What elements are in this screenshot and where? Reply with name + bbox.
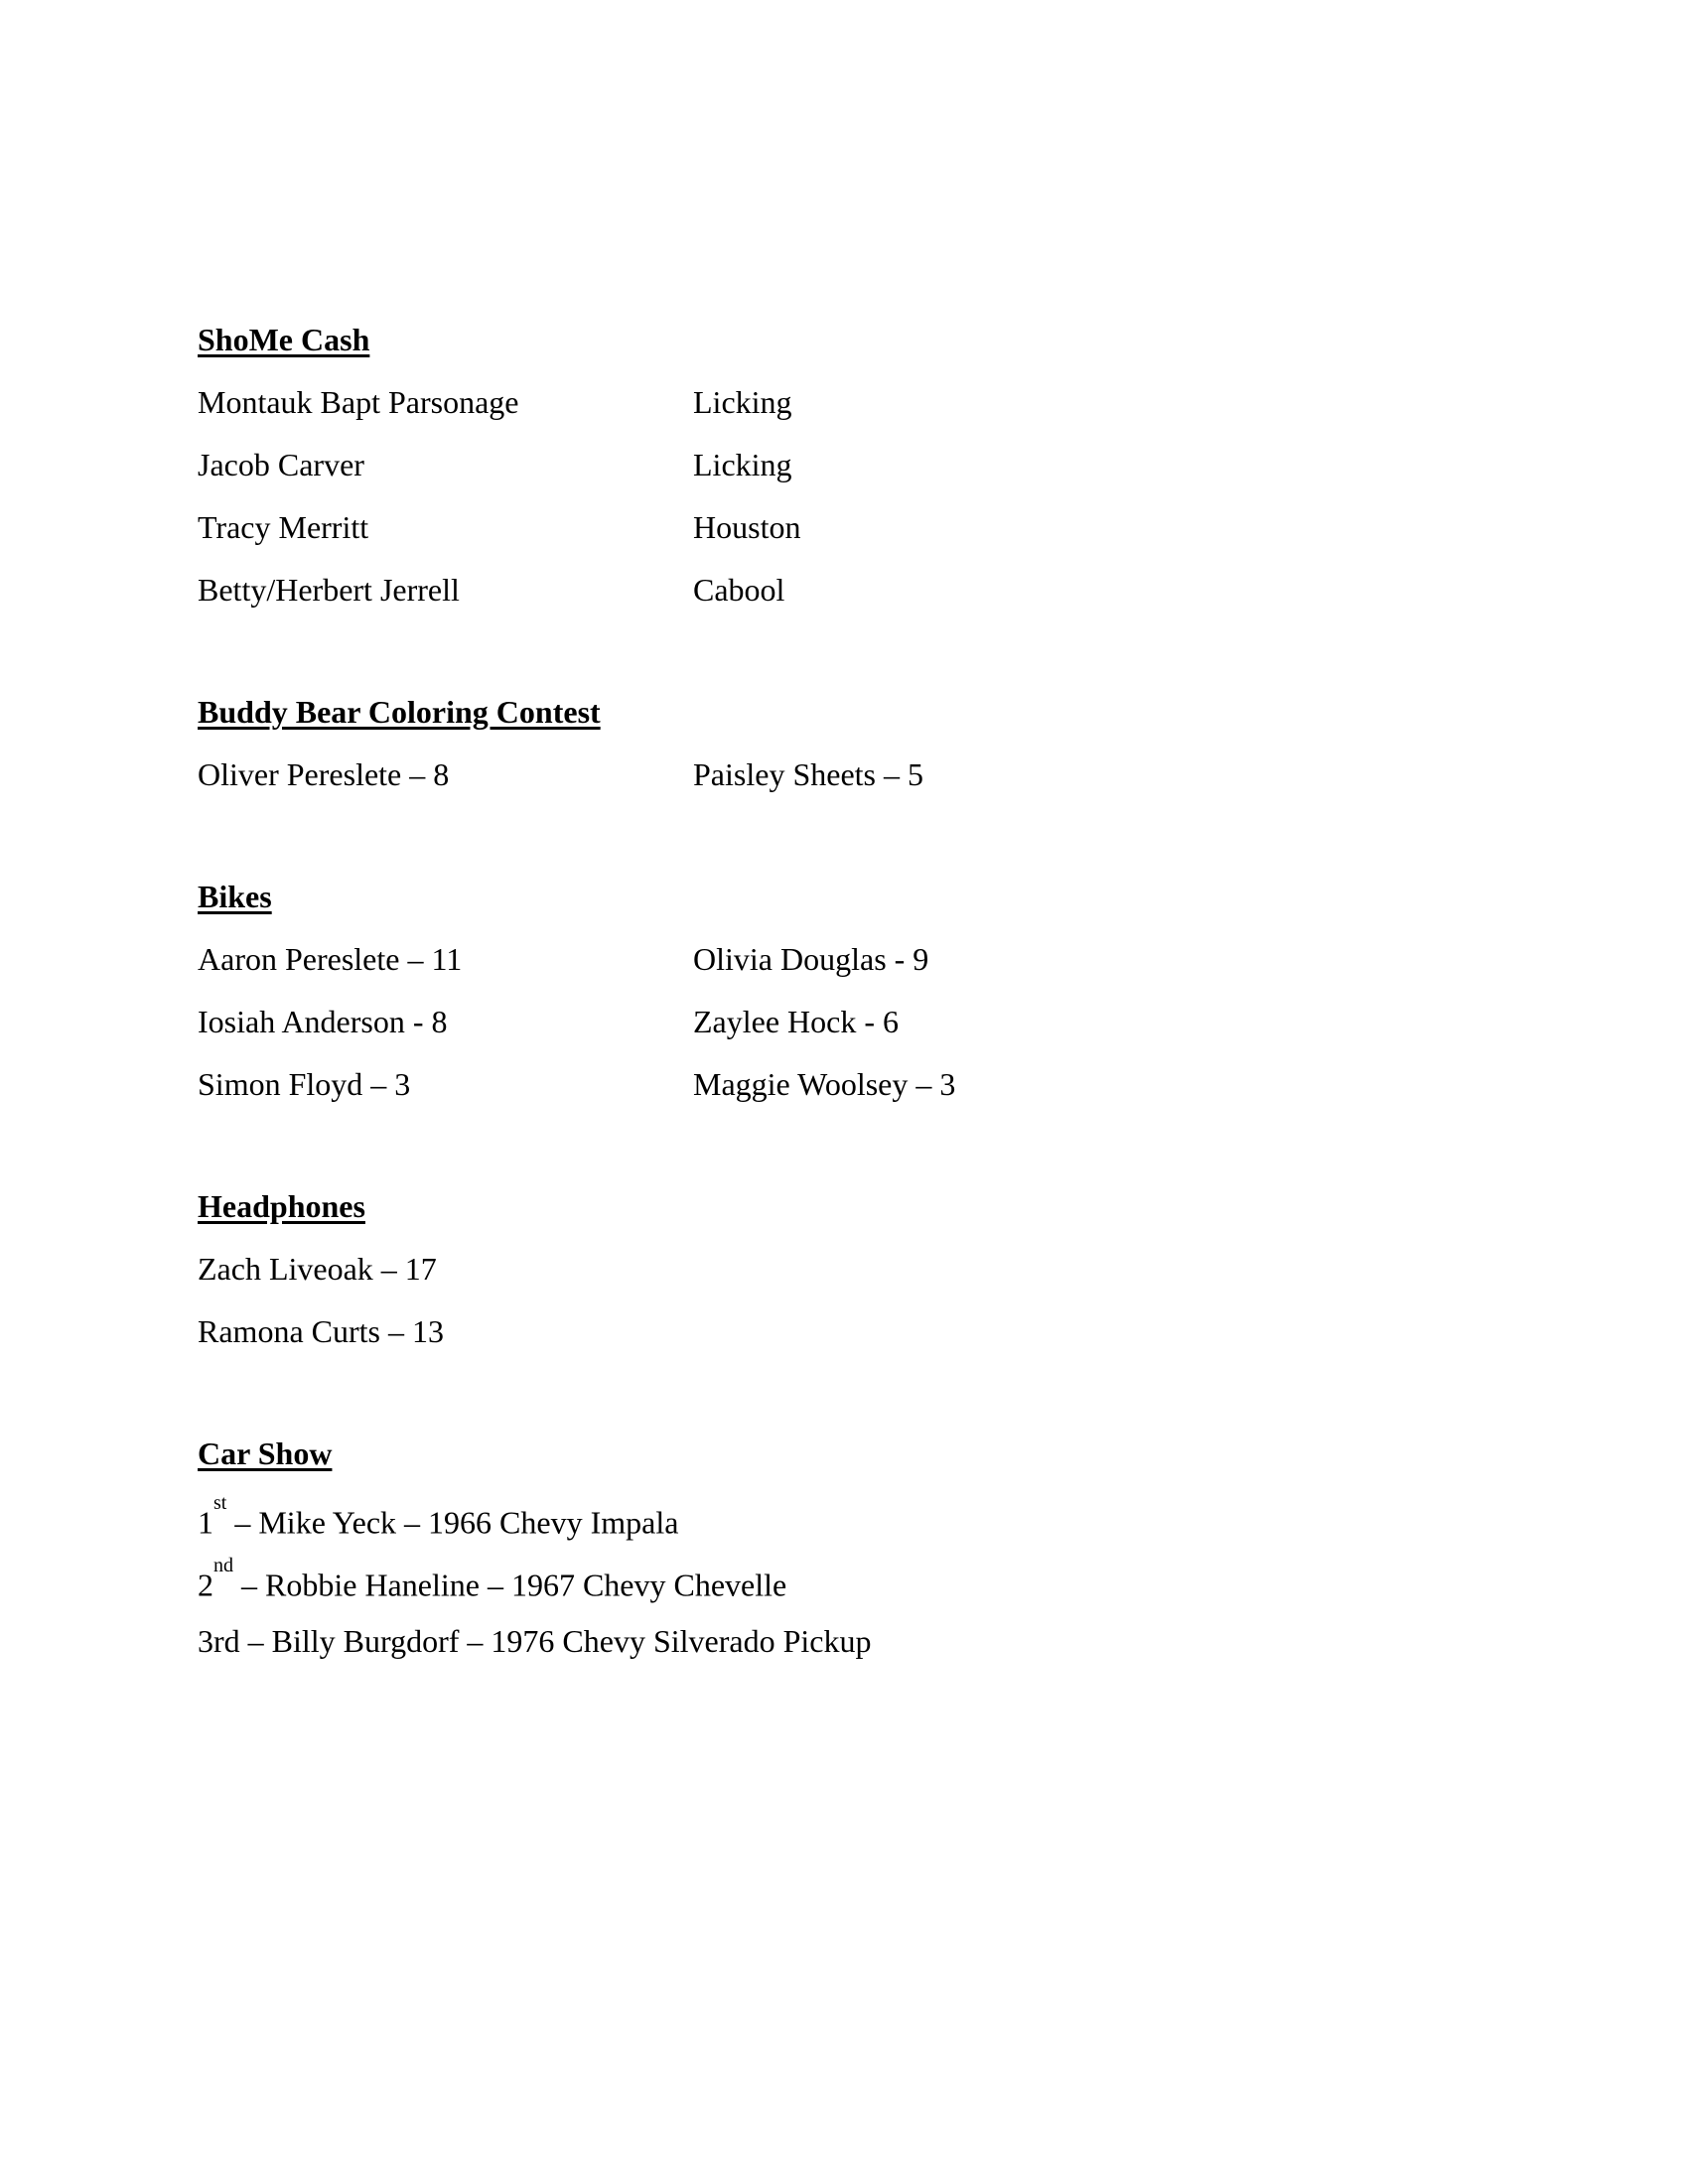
winner-name: Montauk Bapt Parsonage <box>198 384 519 420</box>
car-show-entry <box>198 1555 787 1603</box>
entry-text: – Billy Burgdorf – 1976 Chevy Silverado Pickup <box>239 1623 872 1659</box>
place-suffix: st <box>213 1492 227 1514</box>
place-number: 3rd <box>198 1623 240 1659</box>
list-item <box>198 445 1488 484</box>
winner-name: Tracy Merritt <box>198 509 369 545</box>
car-show-entry <box>198 1492 679 1541</box>
list-item <box>198 1064 1488 1104</box>
section-coloring-contest <box>198 692 1488 794</box>
winner-entry: Oliver Pereslete – 8 <box>198 756 450 792</box>
section-shome-cash <box>198 320 1488 610</box>
section-title: Headphones <box>198 1188 365 1224</box>
winner-entry: Simon Floyd – 3 <box>198 1066 411 1102</box>
section-title: Buddy Bear Coloring Contest <box>198 694 601 730</box>
list-item <box>198 1492 1488 1541</box>
winner-entry: Aaron Pereslete – 11 <box>198 941 463 977</box>
list-item <box>198 1002 1488 1041</box>
list-item <box>198 1249 1488 1289</box>
place-number: 1 <box>198 1504 213 1541</box>
list-item <box>198 1555 1488 1603</box>
section-bikes <box>198 877 1488 1104</box>
section-title: Car Show <box>198 1435 333 1471</box>
list-item <box>198 507 1488 547</box>
winner-entry: Olivia Douglas - 9 <box>693 941 929 977</box>
place-suffix: nd <box>213 1555 233 1576</box>
list-item <box>198 382 1488 422</box>
winner-town: Houston <box>693 509 801 545</box>
winner-entry: Iosiah Anderson - 8 <box>198 1004 448 1039</box>
entry-text: – Robbie Haneline – 1967 Chevy Chevelle <box>233 1567 787 1603</box>
section-title: Bikes <box>198 879 272 914</box>
winner-entry: Paisley Sheets – 5 <box>693 756 923 792</box>
winner-town: Cabool <box>693 572 785 608</box>
section-car-show <box>198 1433 1488 1661</box>
winner-entry: Ramona Curts – 13 <box>198 1313 444 1349</box>
list-item <box>198 1311 1488 1351</box>
winner-entry: Zach Liveoak – 17 <box>198 1251 437 1287</box>
winner-name: Jacob Carver <box>198 447 364 482</box>
list-item <box>198 570 1488 610</box>
car-show-entry <box>198 1621 871 1661</box>
list-item <box>198 1621 1488 1661</box>
winner-entry: Zaylee Hock - 6 <box>693 1004 900 1039</box>
list-item <box>198 754 1488 794</box>
entry-text: – Mike Yeck – 1966 Chevy Impala <box>226 1504 679 1541</box>
section-title: ShoMe Cash <box>198 322 370 357</box>
place-number: 2 <box>198 1567 213 1603</box>
list-item <box>198 939 1488 979</box>
winners-list <box>198 320 1488 1661</box>
winner-town: Licking <box>693 384 792 420</box>
winner-name: Betty/Herbert Jerrell <box>198 572 460 608</box>
section-headphones <box>198 1186 1488 1351</box>
winner-entry: Maggie Woolsey – 3 <box>693 1066 956 1102</box>
winner-town: Licking <box>693 447 792 482</box>
